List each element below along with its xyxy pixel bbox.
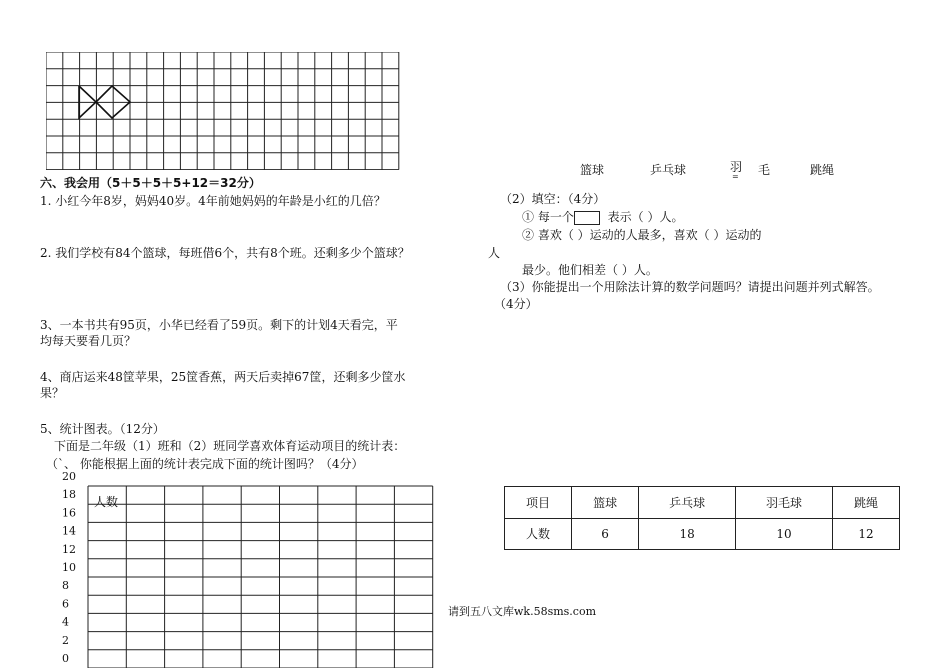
fill-item-2-line2: 最少。他们相差（ ）人。 [522, 263, 658, 277]
chart-ylabel: 人数 [94, 495, 119, 509]
table-cell: 18 [639, 518, 736, 550]
question-5-title: 5、统计图表。（12分） [40, 422, 165, 436]
fill-item-2-wrap: 人 [488, 246, 501, 260]
x-label-jumprope: 跳绳 [810, 163, 835, 177]
table-header-cell: 乒乓球 [639, 487, 736, 519]
question-4-line1: 4、商店运来48筐苹果，25筐香蕉，两天后卖掉67筐，还剩多少筐水 [40, 370, 406, 384]
x-label-badminton-1: 羽 [730, 160, 743, 174]
y-tick-label: 8 [62, 579, 69, 593]
question-3-line1: 3、一本书共有95页，小华已经看了59页。剩下的计划4天看完，平 [40, 318, 398, 332]
y-tick-label: 20 [62, 470, 76, 483]
table-cell: 12 [832, 518, 899, 550]
x-label-badminton-mark: = [732, 172, 739, 181]
table-header-cell: 跳绳 [832, 487, 899, 519]
y-tick-label: 6 [62, 597, 69, 611]
fill-item-1 [522, 208, 683, 225]
question-1: 1. 小红今年8岁，妈妈40岁。4年前她妈妈的年龄是小红的几倍？ [40, 194, 386, 208]
y-tick-label: 14 [62, 524, 76, 538]
fill-title: （2）填空：（4分） [500, 192, 606, 206]
fill-item-1-prefix: ① 每一个 [522, 210, 574, 224]
drawing-grid [46, 52, 400, 170]
x-label-pingpong: 乒乓球 [650, 163, 687, 177]
y-tick-label: 16 [62, 506, 76, 520]
question-3-line2: 均每天要看几页？ [40, 334, 137, 348]
y-tick-label: 12 [62, 542, 76, 556]
table-cell: 10 [736, 518, 833, 550]
table-header-row [505, 487, 900, 519]
y-tick-label: 2 [62, 633, 69, 647]
x-label-basketball: 篮球 [580, 163, 605, 177]
table-header-cell: 篮球 [572, 487, 639, 519]
section-title: 六、我会用（5＋5＋5＋5+12＝32分） [40, 176, 261, 190]
table-row [505, 518, 900, 550]
table-cell: 6 [572, 518, 639, 550]
footer-watermark: 请到五八文库wk.58sms.com [448, 605, 597, 618]
table-header-cell: 羽毛球 [736, 487, 833, 519]
fill-item-1-suffix: 表示（ ）人。 [603, 210, 684, 224]
question-5-subquestion-1: （`、 你能根据上面的统计表完成下面的统计图吗？（4分） [46, 457, 364, 471]
empty-bar-chart [58, 468, 438, 668]
legend-box [574, 211, 600, 225]
y-tick-label: 10 [62, 561, 76, 574]
question-5-description: 下面是二年级（1）班和（2）班同学喜欢体育运动项目的统计表： [54, 439, 406, 453]
table-row-label: 人数 [505, 518, 572, 550]
y-tick-label: 18 [62, 488, 76, 502]
table-header-cell: 项目 [505, 487, 572, 519]
y-tick-label: 4 [62, 615, 69, 629]
question-2: 2. 我们学校有84个篮球，每班借6个，共有8个班。还剩多少个篮球？ [40, 246, 410, 260]
right-question-3-line1: （3）你能提出一个用除法计算的数学问题吗？请提出问题并列式解答。 [500, 280, 880, 294]
y-tick-label: 0 [62, 652, 69, 665]
right-question-3-line2: （4分） [494, 297, 538, 311]
x-label-badminton-2: 毛 [758, 163, 771, 177]
fill-item-2-line1: ② 喜欢（ ）运动的人最多，喜欢（ ）运动的 [522, 228, 762, 242]
statistics-table [504, 486, 900, 550]
question-4-line2: 果？ [40, 386, 65, 400]
